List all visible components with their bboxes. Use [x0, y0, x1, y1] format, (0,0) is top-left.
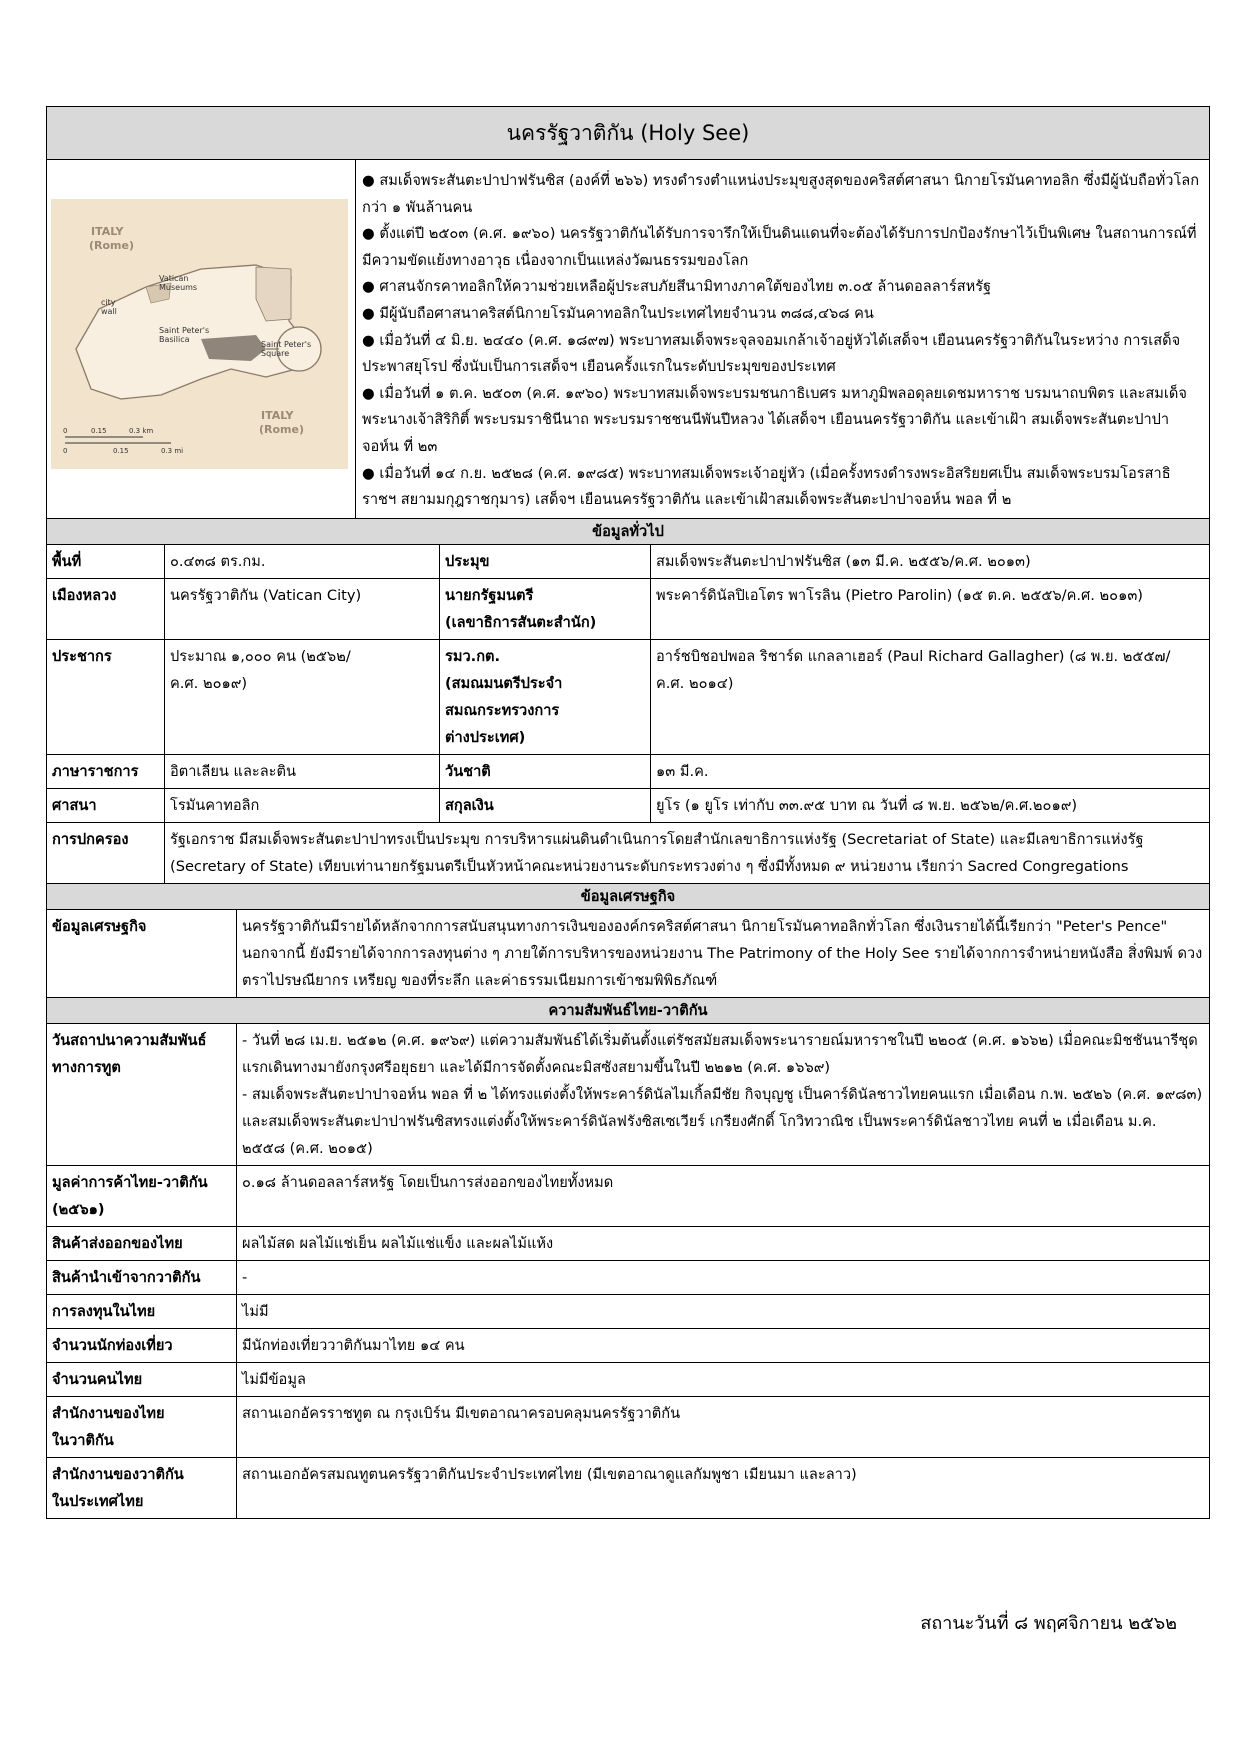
- value-diplomatic-relations: - วันที่ ๒๘ เม.ย. ๒๕๑๒ (ค.ศ. ๑๙๖๙) แต่ความสัมพันธ์ได้เริ่มต้นตั้งแต่รัชสมัยสมเด็จพระนารายณ์มหาราชในปี ๒๒๐๕ (ค.ศ. ๑๖๖๒) เมื่อคณะมิชชันนารีชุดแรกเดินทางมายังกรุงศรีอยุธยา และได้มีการจัดตั้งคณะมิสซังสยามขึ้นในปี ๒๒๑๒ (ค.ศ. ๑๖๖๙) - สมเด็จพระสันตะปาปาจอห์น พอล ที่ ๒ ได้ทรงแต่งตั้งให้พระคาร์ดินัลไมเกิ้ลมีชัย กิจบุญชู เป็นคาร์ดินัลชาวไทยคนแรก เมื่อเดือน ก.พ. ๒๕๒๖ (ค.ศ. ๑๙๘๓) และสมเด็จพระสันตะปาปาฟรันซิสทรงแต่งตั้งให้พระคาร์ดินัลฟรังซิสเซเวียร์ เกรียงศักดิ์ โกวิทวาณิช เป็นพระคาร์ดินัลชาวไทย คนที่ ๒ เมื่อเดือน ม.ค. ๒๕๕๘ (ค.ศ. ๒๐๑๕): [237, 1023, 1210, 1165]
- intro-bullets: [356, 160, 1210, 519]
- label-thai-residents: จำนวนคนไทย: [47, 1362, 237, 1396]
- label-government: การปกครอง: [47, 822, 165, 883]
- label-investment: การลงทุนในไทย: [47, 1294, 237, 1328]
- map-label-rome-top: (Rome): [89, 239, 135, 253]
- label-diplomatic-relations: วันสถาปนาความสัมพันธ์ ทางการทูต: [47, 1023, 237, 1165]
- value-vatican-office: สถานเอกอัครสมณทูตนครรัฐวาติกันประจำประเทศไทย (มีเขตอาณาดูแลกัมพูชา เมียนมา และลาว): [237, 1457, 1210, 1518]
- map-scale-015b: 0.15: [113, 447, 129, 456]
- vatican-map: [51, 199, 348, 469]
- value-area: ๐.๔๓๘ ตร.กม.: [165, 544, 440, 578]
- intro-bullet: ● มีผู้นับถือศาสนาคริสต์นิกายโรมันคาทอลิกในประเทศไทยจำนวน ๓๘๘,๔๖๘ คน: [362, 304, 874, 322]
- economy-table: [46, 883, 1210, 998]
- label-capital: เมืองหลวง: [47, 578, 165, 639]
- label-prime-minister: นายกรัฐมนตรี (เลขาธิการสันตะสำนัก): [440, 578, 651, 639]
- value-currency: ยูโร (๑ ยูโร เท่ากับ ๓๓.๙๕ บาท ณ วันที่ ๘ พ.ย. ๒๕๖๒/ค.ศ.๒๐๑๙): [651, 788, 1210, 822]
- map-scale-03km: 0.3 km: [129, 427, 154, 436]
- intro-bullet: ● สมเด็จพระสันตะปาปาฟรันซิส (องค์ที่ ๒๖๖) ทรงดำรงตำแหน่งประมุขสูงสุดของคริสต์ศาสนา นิกายโรมันคาทอลิก ซึ่งมีผู้นับถือทั่วโลกกว่า ๑ พันล้านคน: [362, 172, 1200, 216]
- map-label-city-wall: city wall: [101, 298, 117, 317]
- intro-bullet: ● ตั้งแต่ปี ๒๕๐๓ (ค.ศ. ๑๙๖๐) นครรัฐวาติกันได้รับการจารึกให้เป็นดินแดนที่จะต้องได้รับการปกป้องรักษาไว้เป็นพิเศษ ในสถานการณ์ที่มีความขัดแย้งทางอาวุธ เนื่องจากเป็นแหล่งวัฒนธรรมของโลก: [362, 225, 1197, 269]
- label-head-of-state: ประมุข: [440, 544, 651, 578]
- label-population: ประชากร: [47, 639, 165, 754]
- value-head-of-state: สมเด็จพระสันตะปาปาฟรันซิส (๑๓ มี.ค. ๒๕๕๖/ค.ศ. ๒๐๑๓): [651, 544, 1210, 578]
- value-government: รัฐเอกราช มีสมเด็จพระสันตะปาปาทรงเป็นประมุข การบริหารแผ่นดินดำเนินการโดยสำนักเลขาธิการแห่งรัฐ (Secretariat of State) และมีเลขาธิการแห่งรัฐ (Secretary of State) เทียบเท่านายกรัฐมนตรีเป็นหัวหน้าคณะหน่วยงานระดับกระทรวงต่าง ๆ ซึ่งมีทั้งหมด ๙ หน่วยงาน เรียกว่า Sacred Congregations: [165, 822, 1210, 883]
- value-population: ประมาณ ๑,๐๐๐ คน (๒๕๖๒/ ค.ศ. ๒๐๑๙): [165, 639, 440, 754]
- value-tourists: มีนักท่องเที่ยววาติกันมาไทย ๑๔ คน: [237, 1328, 1210, 1362]
- status-date: สถานะวันที่ ๘ พฤศจิกายน ๒๕๖๒: [920, 1613, 1177, 1634]
- map-scale-03mi: 0.3 mi: [161, 447, 184, 456]
- map-label-italy-top: ITALY: [91, 225, 124, 239]
- value-capital: นครรัฐวาติกัน (Vatican City): [165, 578, 440, 639]
- general-info-table: [46, 518, 1210, 884]
- label-vatican-office: สำนักงานของวาติกัน ในประเทศไทย: [47, 1457, 237, 1518]
- intro-bullet: ● ศาสนจักรคาทอลิกให้ความช่วยเหลือผู้ประสบภัยสึนามิทางภาคใต้ของไทย ๓.๐๕ ล้านดอลลาร์สหรัฐ: [362, 278, 992, 296]
- value-investment: ไม่มี: [237, 1294, 1210, 1328]
- value-prime-minister: พระคาร์ดินัลปิเอโตร พาโรลิน (Pietro Parolin) (๑๕ ต.ค. ๒๕๕๖/ค.ศ. ๒๐๑๓): [651, 578, 1210, 639]
- value-thai-residents: ไม่มีข้อมูล: [237, 1362, 1210, 1396]
- label-tourists: จำนวนนักท่องเที่ยว: [47, 1328, 237, 1362]
- label-national-day: วันชาติ: [440, 754, 651, 788]
- map-label-basilica: Saint Peter's Basilica: [159, 326, 210, 345]
- map-scale-015: 0.15: [91, 427, 107, 436]
- label-economy: ข้อมูลเศรษฐกิจ: [47, 909, 237, 997]
- label-religion: ศาสนา: [47, 788, 165, 822]
- label-language: ภาษาราชการ: [47, 754, 165, 788]
- value-language: อิตาเลียน และละติน: [165, 754, 440, 788]
- value-thai-exports: ผลไม้สด ผลไม้แช่เย็น ผลไม้แช่แข็ง และผลไม้แห้ง: [237, 1226, 1210, 1260]
- relations-table: [46, 997, 1210, 1519]
- value-economy: นครรัฐวาติกันมีรายได้หลักจากการสนับสนุนทางการเงินขององค์กรคริสต์ศาสนา นิกายโรมันคาทอลิกทั่วโลก ซึ่งเงินรายได้นี้เรียกว่า "Peter's Pence" นอกจากนี้ ยังมีรายได้จากการลงทุนต่าง ๆ ภายใต้การบริหารของหน่วยงาน The Patrimony of the Holy See รายได้จากการจำหน่ายหนังสือ สิ่งพิมพ์ ดวงตราไปรษณียากร เหรียญ ของที่ระลึก และค่าธรรมเนียมการเข้าชมพิพิธภัณฑ์: [237, 909, 1210, 997]
- intro-table: [46, 106, 1210, 519]
- label-area: พื้นที่: [47, 544, 165, 578]
- label-trade-value: มูลค่าการค้าไทย-วาติกัน (๒๕๖๑): [47, 1165, 237, 1226]
- map-label-italy-bottom: ITALY: [261, 409, 294, 423]
- value-foreign-minister: อาร์ชบิชอปพอล ริชาร์ด แกลลาเฮอร์ (Paul Richard Gallagher) (๘ พ.ย. ๒๕๕๗/ ค.ศ. ๒๐๑๔): [651, 639, 1210, 754]
- value-imports: -: [237, 1260, 1210, 1294]
- map-scale-0b: 0: [63, 447, 68, 456]
- intro-bullet: ● เมื่อวันที่ ๑ ต.ค. ๒๕๐๓ (ค.ศ. ๑๙๖๐) พระบาทสมเด็จพระบรมชนกาธิเบศร มหาภูมิพลอดุลยเดชมหาราช บรมนาถบพิตร และสมเด็จพระนางเจ้าสิริกิติ์ พระบรมราชินีนาถ พระบรมราชชนนีพันปีหลวง ได้เสด็จฯ เยือนนครรัฐวาติกัน และเข้าเฝ้า สมเด็จพระสันตะปาปาจอห์น ที่ ๒๓: [362, 384, 1187, 455]
- value-thai-office: สถานเอกอัครราชทูต ณ กรุงเบิร์น มีเขตอาณาครอบคลุมนครรัฐวาติกัน: [237, 1396, 1210, 1457]
- country-profile-sheet: [46, 106, 1210, 1519]
- label-imports: สินค้านำเข้าจากวาติกัน: [47, 1260, 237, 1294]
- value-national-day: ๑๓ มี.ค.: [651, 754, 1210, 788]
- map-label-square: Saint Peter's Square: [261, 340, 312, 359]
- label-thai-office: สำนักงานของไทย ในวาติกัน: [47, 1396, 237, 1457]
- section-heading-economy: ข้อมูลเศรษฐกิจ: [47, 883, 1210, 909]
- intro-bullet: ● เมื่อวันที่ ๑๔ ก.ย. ๒๕๒๘ (ค.ศ. ๑๙๘๕) พระบาทสมเด็จพระเจ้าอยู่หัว (เมื่อครั้งทรงดำรงพระอิสริยยศเป็น สมเด็จพระบรมโอรสาธิราชฯ สยามมกุฎราชกุมาร) เสด็จฯ เยือนนครรัฐวาติกัน และเข้าเฝ้าสมเด็จพระสันตะปาปาจอห์น พอล ที่ ๒: [362, 464, 1171, 509]
- value-religion: โรมันคาทอลิก: [165, 788, 440, 822]
- map-label-vatican-museums: Vatican Museums: [159, 274, 198, 293]
- map-cell: [47, 160, 356, 519]
- value-trade-value: ๐.๑๘ ล้านดอลลาร์สหรัฐ โดยเป็นการส่งออกของไทยทั้งหมด: [237, 1165, 1210, 1226]
- section-heading-general: ข้อมูลทั่วไป: [47, 518, 1210, 544]
- intro-bullet: ● เมื่อวันที่ ๔ มิ.ย. ๒๔๔๐ (ค.ศ. ๑๘๙๗) พระบาทสมเด็จพระจุลจอมเกล้าเจ้าอยู่หัวได้เสด็จฯ เยือนนครรัฐวาติกันในระหว่าง การเสด็จประพาสยุโรป ซึ่งนับเป็นการเสด็จฯ เยือนครั้งแรกในระดับประมุขของประเทศ: [362, 331, 1181, 376]
- map-scale-0: 0: [63, 427, 68, 436]
- map-label-rome-bottom: (Rome): [259, 423, 305, 437]
- page-title: นครรัฐวาติกัน (Holy See): [47, 107, 1210, 160]
- label-currency: สกุลเงิน: [440, 788, 651, 822]
- label-thai-exports: สินค้าส่งออกของไทย: [47, 1226, 237, 1260]
- label-foreign-minister: รมว.กต. (สมณมนตรีประจำ สมณกระทรวงการ ต่างประเทศ): [440, 639, 651, 754]
- section-heading-relations: ความสัมพันธ์ไทย-วาติกัน: [47, 997, 1210, 1023]
